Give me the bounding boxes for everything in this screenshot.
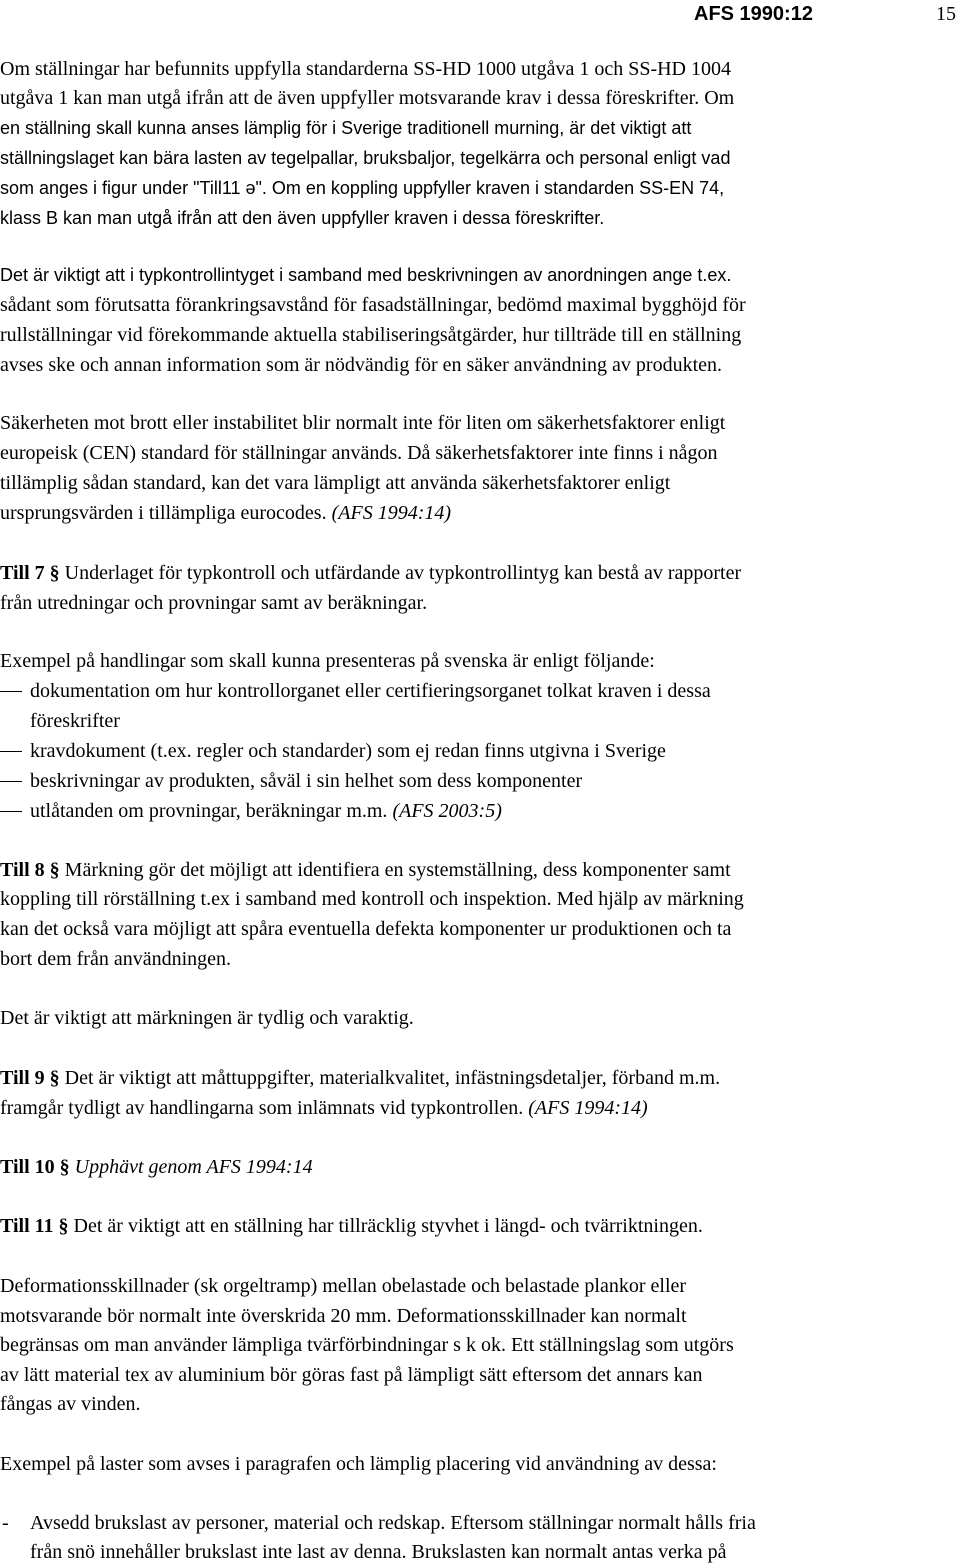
paragraph-line: utgåva 1 kan man utgå ifrån att de även uppfyller motsvarande krav i dessa föreskrifter. Om: [0, 87, 735, 109]
paragraph-text: ursprungsvärden i tillämpliga eurocodes.: [0, 502, 332, 524]
paragraph-line: avses ske och annan information som är nödvändig för en säker användning av produkten.: [0, 354, 723, 376]
section-till-11: [0, 1213, 960, 1239]
paragraph-line: Det är viktigt att märkningen är tydlig och varaktig.: [0, 1007, 414, 1029]
paragraph-line: fångas av vinden.: [0, 1393, 141, 1415]
paragraph-line: ställningslaget kan bära lasten av tegelpallar, bruksbaljor, tegelkärra och personal enligt vad: [0, 148, 731, 168]
paragraph-line: motsvarande bör normalt inte överskrida 20 mm. Deformationsskillnader kan normalt: [0, 1305, 687, 1327]
reference: (AFS 2003:5): [392, 800, 502, 822]
paragraph-line: sådant som förutsatta förankringsavstånd för fasadställningar, bedömd maximal bygghöjd för: [0, 294, 746, 316]
list-marker: -: [2, 1512, 9, 1534]
dash-bullet-icon: [0, 678, 24, 704]
section-label: Till 8 §: [0, 859, 60, 881]
section-text: Det är viktigt att måttuppgifter, materialkvalitet, infästningsdetaljer, förband m.m.: [59, 1067, 721, 1089]
section-label: Till 11 §: [0, 1215, 69, 1237]
paragraph-line: begränsas om man använder lämpliga tvärförbindningar s k ok. Ett ställningslag som utgörs: [0, 1334, 734, 1356]
section-label: Till 10 §: [0, 1156, 70, 1178]
section-till-7: [0, 560, 960, 586]
paragraph-line: bort dem från användningen.: [0, 948, 232, 970]
paragraph-line: Säkerheten mot brott eller instabilitet blir normalt inte för liten om säkerhetsfaktorer enligt: [0, 412, 726, 434]
section-label: Till 9 §: [0, 1067, 60, 1089]
section-label: Till 7 §: [0, 562, 60, 584]
section-till-10: [0, 1154, 960, 1180]
paragraph-line: en ställning skall kunna anses lämplig för i Sverige traditionell murning, är det viktigt att: [0, 118, 692, 138]
list-intro: Exempel på laster som avses i paragrafen och lämplig placering vid användning av dessa:: [0, 1453, 717, 1475]
document-id: AFS 1990:12: [694, 3, 813, 25]
reference: (AFS 1994:14): [331, 502, 452, 524]
list-intro: Exempel på handlingar som skall kunna presenteras på svenska är enligt följande:: [0, 650, 655, 672]
paragraph-line: europeisk (CEN) standard för ställningar används. Då säkerhetsfaktorer inte finns i någon: [0, 442, 718, 464]
paragraph-line: Det är viktigt att i typkontrollintyget i samband med beskrivningen av anordningen ange t.ex.: [0, 265, 732, 285]
list-item: [30, 798, 960, 824]
paragraph-text: framgår tydligt av handlingarna som inlämnats vid typkontrollen.: [0, 1097, 529, 1119]
section-till-8: [0, 857, 960, 883]
section-text: Underlaget för typkontroll och utfärdande av typkontrollintyg kan bestå av rapporter: [59, 562, 742, 584]
dash-bullet-icon: [0, 768, 24, 794]
list-item: kravdokument (t.ex. regler och standarder) som ej redan finns utgivna i Sverige: [30, 740, 666, 762]
paragraph-line: [0, 1095, 960, 1121]
paragraph-line: koppling till rörställning t.ex i samband med kontroll och inspektion. Med hjälp av märkning: [0, 888, 744, 910]
paragraph-line: Deformationsskillnader (sk orgeltramp) mellan obelastade och belastade plankor eller: [0, 1275, 687, 1297]
dash-bullet-icon: [0, 738, 24, 764]
section-text: Märkning gör det möjligt att identifiera en systemställning, dess komponenter samt: [59, 859, 731, 881]
paragraph-line: kan det också vara möjligt att spåra eventuella defekta komponenter ur produktionen och ta: [0, 918, 732, 940]
section-text: Det är viktigt att en ställning har tillräcklig styvhet i längd- och tvärriktningen.: [68, 1215, 703, 1237]
section-text: Upphävt genom AFS 1994:14: [69, 1156, 313, 1178]
section-till-9: [0, 1065, 960, 1091]
list-item: dokumentation om hur kontrollorganet eller certifieringsorganet tolkat kraven i dessa: [30, 680, 711, 702]
paragraph-line: [0, 500, 960, 526]
dash-bullet-icon: [0, 798, 24, 824]
list-item-text: utlåtanden om provningar, beräkningar m.m.: [30, 800, 393, 822]
paragraph-line: rullställningar vid förekommande aktuella stabiliseringsåtgärder, hur tillträde till en ställning: [0, 324, 742, 346]
list-item: beskrivningar av produkten, såväl i sin helhet som dess komponenter: [30, 770, 583, 792]
list-item-continued: från snö innehåller brukslast inte last av denna. Brukslasten kan normalt antas verka på: [30, 1541, 727, 1563]
paragraph-line: Om ställningar har befunnits uppfylla standarderna SS-HD 1000 utgåva 1 och SS-HD 1004: [0, 58, 731, 80]
reference: (AFS 1994:14): [528, 1097, 648, 1119]
paragraph-line: tillämplig sådan standard, kan det vara lämpligt att använda säkerhetsfaktorer enligt: [0, 472, 671, 494]
paragraph-line: av lätt material tex av aluminium bör göras fast på lämpligt sätt eftersom det annars kan: [0, 1364, 703, 1386]
paragraph-line: som anges i figur under "Till11 ə". Om en koppling uppfyller kraven i standarden SS-EN 74,: [0, 178, 725, 198]
list-item-continued: föreskrifter: [30, 710, 120, 732]
paragraph-line: klass B kan man utgå ifrån att den även uppfyller kraven i dessa föreskrifter.: [0, 208, 605, 228]
list-item: Avsedd brukslast av personer, material och redskap. Eftersom ställningar normalt hålls fria: [30, 1512, 756, 1534]
paragraph-line: från utredningar och provningar samt av beräkningar.: [0, 592, 428, 614]
page-number: 15: [936, 3, 956, 25]
